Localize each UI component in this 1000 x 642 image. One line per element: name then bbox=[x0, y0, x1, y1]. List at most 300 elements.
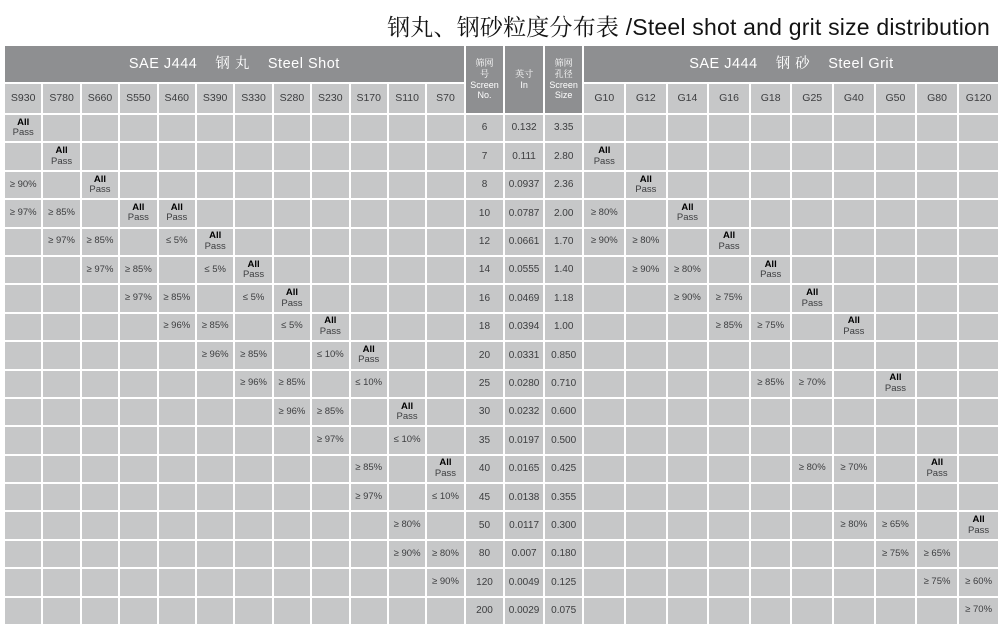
cell-G18-18: ≥ 75% bbox=[751, 314, 791, 340]
cell-G120-18 bbox=[959, 314, 999, 340]
cell-S280-10 bbox=[274, 200, 310, 226]
cell-S660-40 bbox=[82, 456, 118, 482]
cell-G25-120 bbox=[792, 569, 832, 595]
cell-inch-20: 0.0331 bbox=[505, 342, 543, 368]
cell-G12-12: ≥ 80% bbox=[626, 229, 666, 255]
cell-inch-6: 0.132 bbox=[505, 115, 543, 141]
cell-G80-10 bbox=[917, 200, 957, 226]
cell-G18-200 bbox=[751, 598, 791, 624]
cell-S930-35 bbox=[5, 427, 41, 453]
cell-S230-80 bbox=[312, 541, 348, 567]
col-header-G120: G120 bbox=[959, 84, 999, 113]
mid-header-screen-size bbox=[545, 46, 583, 113]
cell-S780-8 bbox=[43, 172, 79, 198]
cell-S550-120 bbox=[120, 569, 156, 595]
cell-S70-120: ≥ 90% bbox=[427, 569, 463, 595]
col-header-G80: G80 bbox=[917, 84, 957, 113]
cell-S930-12 bbox=[5, 229, 41, 255]
cell-S230-20: ≤ 10% bbox=[312, 342, 348, 368]
all-pass-line2: Pass bbox=[434, 467, 457, 479]
cell-G80-30 bbox=[917, 399, 957, 425]
cell-screen-size-45: 0.355 bbox=[545, 484, 583, 510]
cell-S170-8 bbox=[351, 172, 387, 198]
cell-G16-80 bbox=[709, 541, 749, 567]
cell-G80-6 bbox=[917, 115, 957, 141]
cell-G16-30 bbox=[709, 399, 749, 425]
cell-S170-14 bbox=[351, 257, 387, 283]
cell-S780-25 bbox=[43, 371, 79, 397]
cell-inch-120: 0.0049 bbox=[505, 569, 543, 595]
cell-S460-35 bbox=[159, 427, 195, 453]
cell-S390-10 bbox=[197, 200, 233, 226]
cell-inch-8: 0.0937 bbox=[505, 172, 543, 198]
cell-G12-35 bbox=[626, 427, 666, 453]
cell-S110-40 bbox=[389, 456, 425, 482]
cell-G16-10 bbox=[709, 200, 749, 226]
cell-G25-40: ≥ 80% bbox=[792, 456, 832, 482]
cell-S780-50 bbox=[43, 512, 79, 538]
cell-G14-25 bbox=[668, 371, 708, 397]
cell-screen-size-16: 1.18 bbox=[545, 285, 583, 311]
cell-S170-25: ≤ 10% bbox=[351, 371, 387, 397]
all-pass-line1: All bbox=[847, 315, 860, 327]
cell-screen-size-10: 2.00 bbox=[545, 200, 583, 226]
cell-S280-40 bbox=[274, 456, 310, 482]
col-header-S330: S330 bbox=[235, 84, 271, 113]
cell-S230-18 bbox=[312, 314, 348, 340]
cell-S660-6 bbox=[82, 115, 118, 141]
cell-S460-14 bbox=[159, 257, 195, 283]
cell-screen-size-35: 0.500 bbox=[545, 427, 583, 453]
cell-S930-14 bbox=[5, 257, 41, 283]
mid-header-screen-size-line: Screen bbox=[549, 79, 578, 90]
size-table bbox=[5, 46, 1000, 624]
cell-screen-no-120: 120 bbox=[466, 569, 504, 595]
cell-S280-35 bbox=[274, 427, 310, 453]
col-header-S70: S70 bbox=[427, 84, 463, 113]
cell-G120-40 bbox=[959, 456, 999, 482]
cell-G40-120 bbox=[834, 569, 874, 595]
cell-S550-18 bbox=[120, 314, 156, 340]
all-pass-line2: Pass bbox=[396, 411, 418, 423]
col-header-G50: G50 bbox=[876, 84, 916, 113]
cell-screen-no-8: 8 bbox=[466, 172, 504, 198]
cell-G50-30 bbox=[876, 399, 916, 425]
cell-S280-20 bbox=[274, 342, 310, 368]
cell-G12-80 bbox=[626, 541, 666, 567]
cell-screen-no-80: 80 bbox=[466, 541, 504, 567]
cell-G25-50 bbox=[792, 512, 832, 538]
cell-G10-14 bbox=[584, 257, 624, 283]
cell-S550-14: ≥ 85% bbox=[120, 257, 156, 283]
cell-S280-6 bbox=[274, 115, 310, 141]
cell-G50-200 bbox=[876, 598, 916, 624]
col-header-G16: G16 bbox=[709, 84, 749, 113]
cell-G18-35 bbox=[751, 427, 791, 453]
cell-S390-200 bbox=[197, 598, 233, 624]
cell-S70-80: ≥ 80% bbox=[427, 541, 463, 567]
cell-G120-12 bbox=[959, 229, 999, 255]
cell-S280-18: ≤ 5% bbox=[274, 314, 310, 340]
cell-S930-120 bbox=[5, 569, 41, 595]
cell-G50-10 bbox=[876, 200, 916, 226]
page-title: 钢丸、钢砂粒度分布表 /Steel shot and grit size distribution bbox=[387, 14, 990, 40]
cell-S930-80 bbox=[5, 541, 41, 567]
all-pass-line2: Pass bbox=[127, 212, 149, 224]
cell-G10-40 bbox=[584, 456, 624, 482]
cell-S70-18 bbox=[427, 314, 463, 340]
cell-screen-size-200: 0.075 bbox=[545, 598, 583, 624]
cell-S110-14 bbox=[389, 257, 425, 283]
cell-G50-50: ≥ 65% bbox=[876, 512, 916, 538]
all-pass-line1: All bbox=[247, 258, 260, 270]
cell-screen-size-7: 2.80 bbox=[545, 143, 583, 169]
mid-header-screen-size-line: 筛网 bbox=[554, 58, 573, 69]
cell-S170-7 bbox=[351, 143, 387, 169]
cell-G18-10 bbox=[751, 200, 791, 226]
cell-screen-no-7: 7 bbox=[466, 143, 504, 169]
cell-screen-no-18: 18 bbox=[466, 314, 504, 340]
cell-S660-120 bbox=[82, 569, 118, 595]
cell-S330-16: ≤ 5% bbox=[235, 285, 271, 311]
mid-header-inch bbox=[505, 46, 543, 113]
cell-S230-16 bbox=[312, 285, 348, 311]
cell-G80-40 bbox=[917, 456, 957, 482]
shot-group-header-cn: 钢 丸 bbox=[215, 55, 250, 72]
cell-G12-20 bbox=[626, 342, 666, 368]
cell-S70-40 bbox=[427, 456, 463, 482]
cell-S780-12: ≥ 97% bbox=[43, 229, 79, 255]
cell-S170-20 bbox=[351, 342, 387, 368]
all-pass-line2: Pass bbox=[166, 212, 188, 224]
cell-screen-size-50: 0.300 bbox=[545, 512, 583, 538]
cell-G12-10 bbox=[626, 200, 666, 226]
cell-S780-14 bbox=[43, 257, 79, 283]
cell-S460-12: ≤ 5% bbox=[159, 229, 195, 255]
cell-G16-14 bbox=[709, 257, 749, 283]
cell-G80-12 bbox=[917, 229, 957, 255]
cell-G16-45 bbox=[709, 484, 749, 510]
cell-inch-10: 0.0787 bbox=[505, 200, 543, 226]
cell-S930-20 bbox=[5, 342, 41, 368]
cell-S930-7 bbox=[5, 143, 41, 169]
all-pass-line1: All bbox=[681, 201, 694, 213]
cell-G18-12 bbox=[751, 229, 791, 255]
cell-S390-25 bbox=[197, 371, 233, 397]
cell-S780-20 bbox=[43, 342, 79, 368]
cell-S660-35 bbox=[82, 427, 118, 453]
cell-G25-12 bbox=[792, 229, 832, 255]
cell-G40-16 bbox=[834, 285, 874, 311]
cell-G50-20 bbox=[876, 342, 916, 368]
cell-S930-18 bbox=[5, 314, 41, 340]
cell-G18-30 bbox=[751, 399, 791, 425]
cell-S780-45 bbox=[43, 484, 79, 510]
cell-S550-35 bbox=[120, 427, 156, 453]
cell-G12-40 bbox=[626, 456, 666, 482]
cell-S390-16 bbox=[197, 285, 233, 311]
cell-S390-80 bbox=[197, 541, 233, 567]
col-header-S170: S170 bbox=[351, 84, 387, 113]
all-pass-line1: All bbox=[930, 457, 944, 469]
cell-S660-16 bbox=[82, 285, 118, 311]
cell-G120-80 bbox=[959, 541, 999, 567]
cell-G18-120 bbox=[751, 569, 791, 595]
cell-G18-16 bbox=[751, 285, 791, 311]
cell-G25-35 bbox=[792, 427, 832, 453]
cell-screen-size-120: 0.125 bbox=[545, 569, 583, 595]
cell-G25-7 bbox=[792, 143, 832, 169]
cell-G80-120: ≥ 75% bbox=[917, 569, 957, 595]
col-header-G12: G12 bbox=[626, 84, 666, 113]
cell-G12-50 bbox=[626, 512, 666, 538]
cell-G40-7 bbox=[834, 143, 874, 169]
cell-S550-200 bbox=[120, 598, 156, 624]
cell-S550-8 bbox=[120, 172, 156, 198]
cell-G14-18 bbox=[668, 314, 708, 340]
cell-G12-18 bbox=[626, 314, 666, 340]
all-pass-line1: All bbox=[598, 145, 611, 157]
cell-G50-14 bbox=[876, 257, 916, 283]
cell-S110-10 bbox=[389, 200, 425, 226]
cell-S660-45 bbox=[82, 484, 118, 510]
all-pass-line2: Pass bbox=[204, 240, 226, 252]
cell-S280-7 bbox=[274, 143, 310, 169]
cell-S330-35 bbox=[235, 427, 271, 453]
cell-S280-12 bbox=[274, 229, 310, 255]
cell-G50-6 bbox=[876, 115, 916, 141]
cell-S330-10 bbox=[235, 200, 271, 226]
mid-header-inch-line: 英寸 bbox=[515, 68, 534, 79]
cell-G25-20 bbox=[792, 342, 832, 368]
cell-S550-20 bbox=[120, 342, 156, 368]
cell-screen-no-12: 12 bbox=[466, 229, 504, 255]
cell-G50-120 bbox=[876, 569, 916, 595]
cell-S170-18 bbox=[351, 314, 387, 340]
cell-S390-7 bbox=[197, 143, 233, 169]
cell-G10-200 bbox=[584, 598, 624, 624]
cell-S70-8 bbox=[427, 172, 463, 198]
cell-S780-80 bbox=[43, 541, 79, 567]
cell-S110-120 bbox=[389, 569, 425, 595]
cell-S230-30: ≥ 85% bbox=[312, 399, 348, 425]
cell-S930-25 bbox=[5, 371, 41, 397]
cell-G18-6 bbox=[751, 115, 791, 141]
cell-screen-no-30: 30 bbox=[466, 399, 504, 425]
cell-G120-16 bbox=[959, 285, 999, 311]
cell-G25-45 bbox=[792, 484, 832, 510]
cell-screen-size-6: 3.35 bbox=[545, 115, 583, 141]
cell-S280-8 bbox=[274, 172, 310, 198]
cell-S460-18: ≥ 96% bbox=[159, 314, 195, 340]
mid-header-screen-no bbox=[466, 46, 504, 113]
cell-S230-45 bbox=[312, 484, 348, 510]
cell-S330-50 bbox=[235, 512, 271, 538]
cell-S780-200 bbox=[43, 598, 79, 624]
cell-G16-12 bbox=[709, 229, 749, 255]
shot-group-header bbox=[5, 46, 464, 82]
cell-S70-10 bbox=[427, 200, 463, 226]
cell-G50-25 bbox=[876, 371, 916, 397]
cell-S660-7 bbox=[82, 143, 118, 169]
cell-G10-10: ≥ 80% bbox=[584, 200, 624, 226]
cell-G10-6 bbox=[584, 115, 624, 141]
cell-G16-200 bbox=[709, 598, 749, 624]
cell-S230-35: ≥ 97% bbox=[312, 427, 348, 453]
cell-screen-no-6: 6 bbox=[466, 115, 504, 141]
cell-S110-80: ≥ 90% bbox=[389, 541, 425, 567]
all-pass-line1: All bbox=[55, 145, 68, 157]
cell-G25-80 bbox=[792, 541, 832, 567]
mid-header-screen-size-line: 孔径 bbox=[554, 68, 573, 79]
cell-G40-12 bbox=[834, 229, 874, 255]
cell-G80-25 bbox=[917, 371, 957, 397]
cell-S280-120 bbox=[274, 569, 310, 595]
cell-G18-7 bbox=[751, 143, 791, 169]
cell-G12-45 bbox=[626, 484, 666, 510]
cell-S230-6 bbox=[312, 115, 348, 141]
cell-screen-size-25: 0.710 bbox=[545, 371, 583, 397]
cell-G80-35 bbox=[917, 427, 957, 453]
cell-G120-8 bbox=[959, 172, 999, 198]
cell-G40-20 bbox=[834, 342, 874, 368]
cell-S780-6 bbox=[43, 115, 79, 141]
cell-S550-40 bbox=[120, 456, 156, 482]
cell-S330-20: ≥ 85% bbox=[235, 342, 271, 368]
all-pass-line2: Pass bbox=[801, 297, 823, 309]
cell-G12-16 bbox=[626, 285, 666, 311]
cell-S930-45 bbox=[5, 484, 41, 510]
cell-S70-200 bbox=[427, 598, 463, 624]
all-pass-line1: All bbox=[209, 230, 222, 242]
all-pass-line2: Pass bbox=[12, 127, 34, 139]
cell-S110-16 bbox=[389, 285, 425, 311]
cell-G120-20 bbox=[959, 342, 999, 368]
cell-S780-16 bbox=[43, 285, 79, 311]
cell-G12-25 bbox=[626, 371, 666, 397]
cell-S230-25 bbox=[312, 371, 348, 397]
cell-S460-45 bbox=[159, 484, 195, 510]
cell-G80-7 bbox=[917, 143, 957, 169]
grit-group-header-cn: 钢 砂 bbox=[775, 55, 811, 72]
cell-S780-35 bbox=[43, 427, 79, 453]
cell-S70-6 bbox=[427, 115, 463, 141]
cell-S660-18 bbox=[82, 314, 118, 340]
all-pass-line1: All bbox=[17, 116, 30, 128]
cell-S660-8 bbox=[82, 172, 118, 198]
cell-S930-10: ≥ 97% bbox=[5, 200, 41, 226]
cell-G25-30 bbox=[792, 399, 832, 425]
cell-screen-size-40: 0.425 bbox=[545, 456, 583, 482]
cell-S460-6 bbox=[159, 115, 195, 141]
all-pass-line1: All bbox=[401, 400, 414, 412]
all-pass-line2: Pass bbox=[319, 325, 341, 337]
cell-inch-7: 0.111 bbox=[505, 143, 543, 169]
col-header-S660: S660 bbox=[82, 84, 118, 113]
all-pass-line2: Pass bbox=[89, 183, 111, 195]
cell-G18-14 bbox=[751, 257, 791, 283]
cell-G14-45 bbox=[668, 484, 708, 510]
col-header-S550: S550 bbox=[120, 84, 156, 113]
cell-S230-7 bbox=[312, 143, 348, 169]
all-pass-line2: Pass bbox=[926, 467, 948, 479]
cell-S330-8 bbox=[235, 172, 271, 198]
all-pass-line2: Pass bbox=[676, 212, 699, 224]
cell-S230-50 bbox=[312, 512, 348, 538]
cell-G40-40: ≥ 70% bbox=[834, 456, 874, 482]
cell-G14-7 bbox=[668, 143, 708, 169]
cell-inch-35: 0.0197 bbox=[505, 427, 543, 453]
col-header-G18: G18 bbox=[751, 84, 791, 113]
cell-S460-40 bbox=[159, 456, 195, 482]
all-pass-line1: All bbox=[170, 201, 183, 213]
cell-G10-7 bbox=[584, 143, 624, 169]
cell-G18-50 bbox=[751, 512, 791, 538]
cell-G25-6 bbox=[792, 115, 832, 141]
cell-G25-25: ≥ 70% bbox=[792, 371, 832, 397]
cell-S660-30 bbox=[82, 399, 118, 425]
cell-G80-45 bbox=[917, 484, 957, 510]
col-header-G14: G14 bbox=[668, 84, 708, 113]
cell-S170-16 bbox=[351, 285, 387, 311]
cell-S330-7 bbox=[235, 143, 271, 169]
cell-S460-80 bbox=[159, 541, 195, 567]
cell-S460-16: ≥ 85% bbox=[159, 285, 195, 311]
cell-G10-80 bbox=[584, 541, 624, 567]
cell-G25-14 bbox=[792, 257, 832, 283]
cell-S930-200 bbox=[5, 598, 41, 624]
cell-S280-45 bbox=[274, 484, 310, 510]
cell-S460-8 bbox=[159, 172, 195, 198]
cell-G12-200 bbox=[626, 598, 666, 624]
all-pass-line2: Pass bbox=[593, 155, 615, 167]
cell-S550-45 bbox=[120, 484, 156, 510]
cell-S550-25 bbox=[120, 371, 156, 397]
cell-S170-120 bbox=[351, 569, 387, 595]
cell-G12-7 bbox=[626, 143, 666, 169]
cell-G120-14 bbox=[959, 257, 999, 283]
cell-S110-6 bbox=[389, 115, 425, 141]
cell-screen-size-18: 1.00 bbox=[545, 314, 583, 340]
cell-S330-18 bbox=[235, 314, 271, 340]
cell-S550-30 bbox=[120, 399, 156, 425]
cell-S110-12 bbox=[389, 229, 425, 255]
col-header-S390: S390 bbox=[197, 84, 233, 113]
cell-S660-20 bbox=[82, 342, 118, 368]
cell-G16-25 bbox=[709, 371, 749, 397]
cell-G40-30 bbox=[834, 399, 874, 425]
cell-S230-10 bbox=[312, 200, 348, 226]
cell-S110-18 bbox=[389, 314, 425, 340]
cell-S170-200 bbox=[351, 598, 387, 624]
cell-G40-14 bbox=[834, 257, 874, 283]
cell-S330-25: ≥ 96% bbox=[235, 371, 271, 397]
all-pass-line1: All bbox=[889, 372, 902, 384]
cell-screen-size-80: 0.180 bbox=[545, 541, 583, 567]
cell-G10-35 bbox=[584, 427, 624, 453]
cell-G16-6 bbox=[709, 115, 749, 141]
cell-G120-25 bbox=[959, 371, 999, 397]
cell-G10-8 bbox=[584, 172, 624, 198]
cell-G14-8 bbox=[668, 172, 708, 198]
cell-G10-30 bbox=[584, 399, 624, 425]
cell-S70-30 bbox=[427, 399, 463, 425]
col-header-G40: G40 bbox=[834, 84, 874, 113]
cell-inch-25: 0.0280 bbox=[505, 371, 543, 397]
all-pass-line2: Pass bbox=[281, 297, 303, 309]
cell-G40-8 bbox=[834, 172, 874, 198]
all-pass-line2: Pass bbox=[242, 269, 265, 281]
